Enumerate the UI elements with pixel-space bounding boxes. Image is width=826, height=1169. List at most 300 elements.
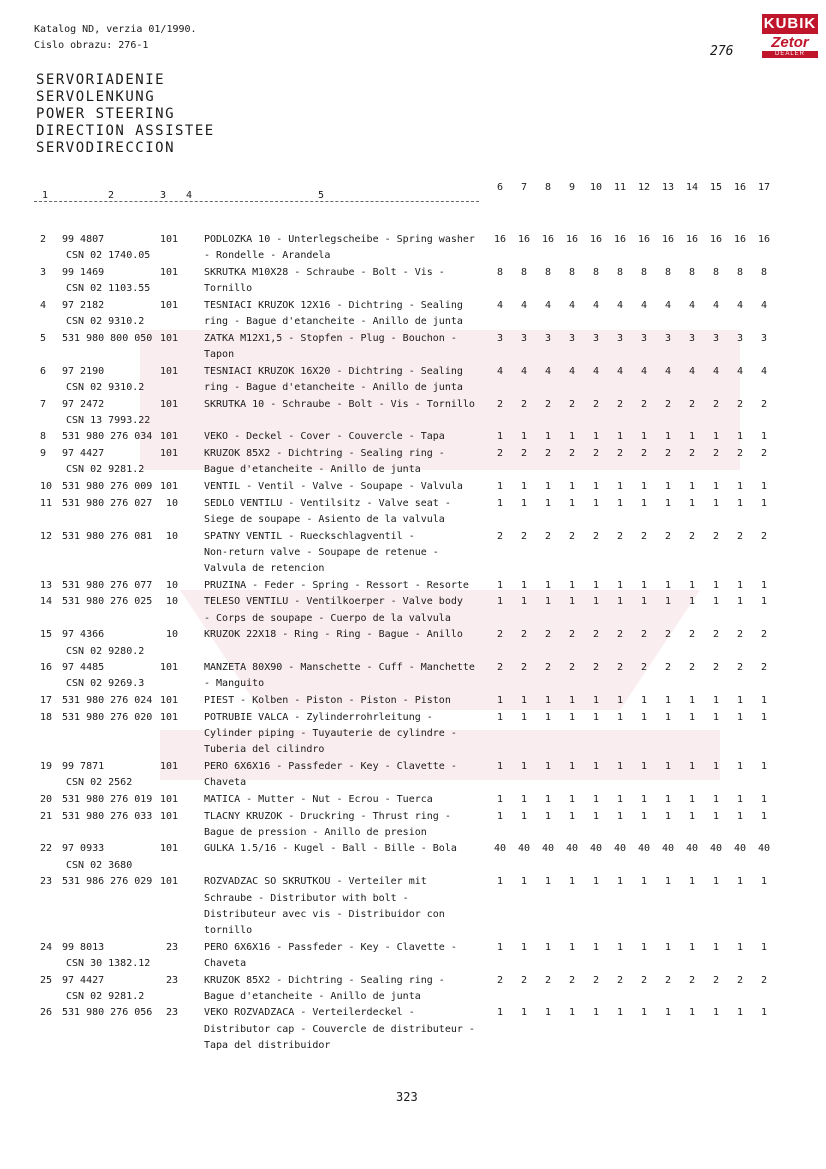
description-line: Chaveta	[204, 777, 247, 789]
quantity-cell: 1	[592, 941, 600, 953]
part-number: 531 980 276 077	[62, 579, 153, 591]
usage-code: 10	[165, 530, 178, 542]
quantity-cell: 1	[544, 596, 552, 608]
quantity-cell: 1	[496, 876, 504, 888]
description-line: VEKO ROZVADZACA - Verteilerdeckel -	[204, 1007, 415, 1019]
quantity-cell: 4	[592, 365, 600, 377]
quantity-cell: 1	[712, 810, 720, 822]
quantity-cell: 40	[589, 843, 603, 855]
usage-code: 101	[159, 398, 178, 410]
quantity-cell: 1	[616, 431, 624, 443]
title-fr: DIRECTION ASSISTEE	[36, 123, 215, 139]
quantity-cell: 8	[640, 266, 648, 278]
quantity-cell: 16	[613, 234, 627, 245]
description-line: ring - Bague d'etancheite - Anillo de junta	[204, 316, 463, 327]
description-line: TELESO VENTILU - Ventilkoerper - Valve body	[204, 596, 463, 608]
standard-number: CSN 02 9310.2	[66, 381, 145, 393]
description-line: SKRUTKA M10X28 - Schraube - Bolt - Vis -	[204, 266, 445, 278]
quantity-cell: 2	[664, 974, 672, 986]
quantity-cell: 1	[568, 760, 576, 772]
part-number: 531 980 276 056	[62, 1007, 153, 1019]
position-number: 20	[40, 793, 53, 805]
quantity-cell: 1	[640, 579, 648, 591]
part-number: 531 980 276 020	[62, 711, 153, 723]
part-number: 97 4366	[62, 629, 105, 641]
quantity-cell: 8	[568, 266, 576, 278]
quantity-cell: 1	[736, 876, 744, 888]
quantity-cell: 1	[496, 481, 504, 492]
quantity-cell: 1	[592, 1007, 600, 1019]
quantity-cell: 1	[496, 1007, 504, 1019]
quantity-cell: 2	[520, 662, 528, 674]
quantity-cell: 1	[664, 596, 672, 608]
quantity-cell: 8	[520, 266, 528, 278]
standard-number: CSN 02 9269.3	[66, 678, 145, 690]
position-number: 14	[40, 596, 53, 608]
quantity-cell: 2	[760, 662, 768, 674]
quantity-cell: 1	[760, 941, 768, 953]
part-number: 531 980 276 025	[62, 596, 153, 608]
quantity-cell: 1	[496, 793, 504, 805]
quantity-cell: 2	[640, 662, 648, 674]
quantity-cell: 1	[568, 1007, 576, 1019]
quantity-cell: 2	[688, 974, 696, 986]
description-line: tornillo	[204, 924, 253, 936]
quantity-cell: 2	[688, 398, 696, 410]
kubik-zetor-logo: KUBIK Zetor DEALER	[763, 15, 817, 57]
usage-code: 101	[159, 448, 178, 460]
quantity-cell: 1	[616, 497, 624, 509]
part-number: 531 980 800 050	[62, 332, 153, 344]
quantity-cell: 1	[496, 431, 504, 443]
quantity-cell: 1	[568, 876, 576, 888]
position-number: 25	[40, 974, 53, 986]
quantity-cell: 2	[664, 530, 672, 542]
image-number: Cislo obrazu: 276-1	[34, 40, 149, 51]
quantity-cell: 1	[520, 793, 528, 805]
quantity-cell: 16	[733, 234, 747, 245]
quantity-cell: 1	[592, 431, 600, 443]
quantity-cell: 4	[664, 299, 672, 311]
quantity-cell: 1	[664, 695, 672, 707]
quantity-cell: 1	[568, 497, 576, 509]
column-header-9: 9	[568, 182, 576, 193]
part-number: 97 2190	[62, 365, 105, 377]
standard-number: CSN 02 2562	[66, 777, 133, 789]
quantity-cell: 2	[520, 974, 528, 986]
quantity-cell: 16	[541, 234, 555, 245]
quantity-cell: 1	[520, 810, 528, 822]
quantity-cell: 40	[565, 843, 579, 855]
column-header-5: 5	[318, 190, 325, 201]
quantity-cell: 1	[760, 810, 768, 822]
quantity-cell: 2	[736, 398, 744, 410]
quantity-cell: 1	[496, 941, 504, 953]
quantity-cell: 1	[544, 876, 552, 888]
position-number: 12	[40, 530, 53, 542]
quantity-cell: 2	[736, 530, 744, 542]
quantity-cell: 1	[688, 711, 696, 723]
column-header-7: 7	[520, 182, 528, 193]
description-line: VEKO - Deckel - Cover - Couvercle - Tapa	[204, 431, 445, 443]
description-line: Tornillo	[204, 283, 253, 295]
quantity-cell: 2	[544, 662, 552, 674]
description-line: KRUZOK 22X18 - Ring - Ring - Bague - Anillo	[204, 629, 463, 641]
quantity-cell: 2	[616, 629, 624, 641]
quantity-cell: 1	[568, 481, 576, 492]
quantity-cell: 1	[496, 760, 504, 772]
part-number: 531 980 276 019	[62, 793, 153, 805]
quantity-cell: 1	[688, 1007, 696, 1019]
quantity-cell: 1	[760, 876, 768, 888]
quantity-cell: 16	[589, 234, 603, 245]
usage-code: 10	[165, 596, 178, 608]
part-number: 97 2182	[62, 299, 105, 311]
quantity-cell: 2	[664, 398, 672, 410]
quantity-cell: 1	[688, 481, 696, 492]
description-line: ROZVADZAC SO SKRUTKOU - Verteiler mit	[204, 876, 427, 888]
quantity-cell: 1	[544, 1007, 552, 1019]
position-number: 18	[40, 711, 53, 723]
quantity-cell: 1	[640, 941, 648, 953]
quantity-cell: 1	[568, 431, 576, 443]
page-number: 323	[396, 1090, 418, 1104]
quantity-cell: 1	[544, 579, 552, 591]
quantity-cell: 1	[544, 695, 552, 707]
quantity-cell: 3	[544, 332, 552, 344]
quantity-cell: 2	[760, 398, 768, 410]
description-line: VENTIL - Ventil - Valve - Soupape - Valvula	[204, 481, 463, 492]
page-reference: 276	[710, 44, 734, 59]
usage-code: 101	[159, 843, 178, 855]
usage-code: 101	[159, 876, 178, 888]
header-rule	[34, 201, 479, 202]
quantity-cell: 4	[544, 299, 552, 311]
quantity-cell: 2	[592, 398, 600, 410]
quantity-cell: 2	[520, 629, 528, 641]
quantity-cell: 1	[592, 579, 600, 591]
quantity-cell: 1	[712, 497, 720, 509]
quantity-cell: 1	[640, 481, 648, 492]
part-number: 531 980 276 081	[62, 530, 153, 542]
quantity-cell: 2	[520, 448, 528, 460]
quantity-cell: 1	[664, 760, 672, 772]
quantity-cell: 2	[616, 662, 624, 674]
quantity-cell: 4	[592, 299, 600, 311]
quantity-cell: 2	[712, 662, 720, 674]
quantity-cell: 40	[541, 843, 555, 855]
quantity-cell: 1	[640, 711, 648, 723]
quantity-cell: 1	[544, 941, 552, 953]
description-line: Siege de soupape - Asiento de la valvula	[204, 513, 445, 525]
part-number: 97 4427	[62, 448, 105, 460]
description-line: TESNIACI KRUZOK 16X20 - Dichtring - Sealing	[204, 365, 463, 377]
quantity-cell: 2	[544, 448, 552, 460]
quantity-cell: 4	[616, 365, 624, 377]
quantity-cell: 16	[757, 234, 771, 245]
part-number: 99 8013	[62, 941, 105, 953]
quantity-cell: 2	[496, 448, 504, 460]
part-number: 99 4807	[62, 234, 105, 245]
description-line: TLACNY KRUZOK - Druckring - Thrust ring -	[204, 810, 451, 822]
quantity-cell: 4	[640, 365, 648, 377]
description-line: MANZETA 80X90 - Manschette - Cuff - Manchette	[204, 662, 475, 674]
description-line: GULKA 1.5/16 - Kugel - Ball - Bille - Bola	[204, 843, 457, 855]
quantity-cell: 8	[664, 266, 672, 278]
quantity-cell: 4	[520, 299, 528, 311]
quantity-cell: 1	[544, 497, 552, 509]
standard-number: CSN 02 9281.2	[66, 990, 145, 1002]
quantity-cell: 2	[736, 448, 744, 460]
quantity-cell: 1	[712, 941, 720, 953]
quantity-cell: 3	[664, 332, 672, 344]
standard-number: CSN 02 9280.2	[66, 645, 145, 657]
usage-code: 101	[159, 266, 178, 278]
position-number: 17	[40, 695, 53, 707]
quantity-cell: 2	[520, 398, 528, 410]
column-header-1: 1	[42, 190, 49, 201]
quantity-cell: 1	[736, 497, 744, 509]
quantity-cell: 1	[496, 579, 504, 591]
quantity-cell: 2	[736, 974, 744, 986]
quantity-cell: 1	[664, 793, 672, 805]
quantity-cell: 2	[568, 530, 576, 542]
description-line: Tapon	[204, 348, 235, 360]
position-number: 9	[40, 448, 47, 460]
quantity-cell: 40	[517, 843, 531, 855]
quantity-cell: 1	[640, 695, 648, 707]
part-number: 97 4427	[62, 974, 105, 986]
column-header-8: 8	[544, 182, 552, 193]
quantity-cell: 40	[613, 843, 627, 855]
quantity-cell: 1	[568, 793, 576, 805]
quantity-cell: 40	[709, 843, 723, 855]
column-header-4: 4	[186, 190, 193, 201]
description-line: - Manguito	[204, 678, 265, 690]
description-line: TESNIACI KRUZOK 12X16 - Dichtring - Sealing	[204, 299, 463, 311]
quantity-cell: 2	[688, 530, 696, 542]
quantity-cell: 8	[688, 266, 696, 278]
quantity-cell: 1	[544, 481, 552, 492]
quantity-cell: 1	[736, 793, 744, 805]
usage-code: 101	[159, 332, 178, 344]
quantity-cell: 1	[736, 760, 744, 772]
description-line: Cylinder piping - Tuyauterie de cylindre -	[204, 728, 457, 739]
quantity-cell: 2	[712, 530, 720, 542]
quantity-cell: 2	[544, 398, 552, 410]
quantity-cell: 1	[760, 695, 768, 707]
position-number: 16	[40, 662, 53, 674]
quantity-cell: 1	[520, 876, 528, 888]
title-en: POWER STEERING	[36, 106, 176, 122]
quantity-cell: 1	[496, 695, 504, 707]
quantity-cell: 1	[640, 760, 648, 772]
quantity-cell: 8	[544, 266, 552, 278]
position-number: 6	[40, 365, 47, 377]
description-line: Non-return valve - Soupape de retenue -	[204, 546, 439, 558]
title-es: SERVODIRECCION	[36, 140, 176, 156]
standard-number: CSN 02 3680	[66, 859, 133, 871]
quantity-cell: 1	[544, 810, 552, 822]
quantity-cell: 1	[712, 579, 720, 591]
quantity-cell: 4	[664, 365, 672, 377]
quantity-cell: 1	[616, 760, 624, 772]
column-header-10: 10	[589, 182, 603, 193]
quantity-cell: 1	[568, 941, 576, 953]
usage-code: 10	[165, 629, 178, 641]
quantity-cell: 1	[496, 810, 504, 822]
position-number: 24	[40, 941, 53, 953]
usage-code: 23	[165, 941, 178, 953]
part-number: 99 7871	[62, 760, 105, 772]
quantity-cell: 2	[568, 974, 576, 986]
quantity-cell: 1	[688, 497, 696, 509]
standard-number: CSN 02 9281.2	[66, 464, 145, 476]
quantity-cell: 1	[520, 695, 528, 707]
quantity-cell: 1	[712, 793, 720, 805]
quantity-cell: 2	[664, 448, 672, 460]
quantity-cell: 1	[688, 941, 696, 953]
quantity-cell: 3	[736, 332, 744, 344]
quantity-cell: 4	[616, 299, 624, 311]
quantity-cell: 1	[688, 431, 696, 443]
quantity-cell: 2	[640, 398, 648, 410]
title-block	[36, 72, 215, 157]
standard-number: CSN 13 7993.22	[66, 414, 151, 426]
quantity-cell: 1	[736, 579, 744, 591]
usage-code: 101	[159, 760, 178, 772]
position-number: 5	[40, 332, 47, 344]
quantity-cell: 40	[637, 843, 651, 855]
quantity-cell: 40	[757, 843, 771, 855]
quantity-cell: 8	[760, 266, 768, 278]
quantity-cell: 1	[592, 711, 600, 723]
quantity-cell: 1	[496, 497, 504, 509]
quantity-cell: 4	[520, 365, 528, 377]
quantity-cell: 1	[640, 431, 648, 443]
standard-number: CSN 02 1103.55	[66, 283, 151, 295]
usage-code: 23	[165, 974, 178, 986]
quantity-cell: 1	[520, 760, 528, 772]
quantity-cell: 1	[592, 497, 600, 509]
quantity-cell: 1	[616, 876, 624, 888]
quantity-cell: 2	[592, 629, 600, 641]
description-line: SPATNY VENTIL - Rueckschlagventil -	[204, 530, 415, 542]
quantity-cell: 40	[685, 843, 699, 855]
quantity-cell: 2	[496, 974, 504, 986]
quantity-cell: 4	[736, 365, 744, 377]
quantity-cell: 1	[664, 1007, 672, 1019]
quantity-cell: 2	[712, 629, 720, 641]
quantity-cell: 1	[616, 711, 624, 723]
position-number: 8	[40, 431, 47, 443]
quantity-cell: 8	[712, 266, 720, 278]
description-line: Chaveta	[204, 957, 247, 969]
quantity-cell: 1	[640, 793, 648, 805]
quantity-cell: 1	[712, 481, 720, 492]
quantity-cell: 1	[760, 1007, 768, 1019]
quantity-cell: 2	[592, 974, 600, 986]
quantity-cell: 4	[640, 299, 648, 311]
position-number: 23	[40, 876, 53, 888]
quantity-cell: 3	[568, 332, 576, 344]
column-header-12: 12	[637, 182, 651, 193]
quantity-cell: 1	[592, 793, 600, 805]
quantity-cell: 1	[640, 810, 648, 822]
quantity-cell: 2	[592, 448, 600, 460]
quantity-cell: 1	[664, 579, 672, 591]
description-line: Distributeur avec vis - Distribuidor con	[204, 908, 445, 920]
quantity-cell: 16	[493, 234, 507, 245]
quantity-cell: 1	[640, 497, 648, 509]
quantity-cell: 1	[712, 431, 720, 443]
column-header-17: 17	[757, 182, 771, 193]
quantity-cell: 2	[760, 629, 768, 641]
description-line: Distributor cap - Couvercle de distributeur -	[204, 1023, 475, 1035]
quantity-cell: 1	[520, 579, 528, 591]
quantity-cell: 16	[685, 234, 699, 245]
quantity-cell: 2	[688, 448, 696, 460]
quantity-cell: 1	[592, 760, 600, 772]
part-number: 531 980 276 009	[62, 481, 153, 492]
quantity-cell: 3	[640, 332, 648, 344]
quantity-cell: 1	[760, 481, 768, 492]
quantity-cell: 1	[592, 810, 600, 822]
column-header-14: 14	[685, 182, 699, 193]
quantity-cell: 2	[592, 530, 600, 542]
usage-code: 101	[159, 695, 178, 707]
quantity-cell: 2	[616, 398, 624, 410]
quantity-cell: 2	[544, 530, 552, 542]
quantity-cell: 1	[616, 596, 624, 608]
title-sk: SERVORIADENIE	[36, 72, 166, 88]
quantity-cell: 1	[640, 596, 648, 608]
position-number: 4	[40, 299, 47, 311]
part-number: 531 986 276 029	[62, 876, 153, 888]
quantity-cell: 1	[688, 596, 696, 608]
usage-code: 10	[165, 497, 178, 509]
position-number: 7	[40, 398, 47, 410]
quantity-cell: 1	[544, 760, 552, 772]
quantity-cell: 1	[688, 695, 696, 707]
quantity-cell: 1	[640, 876, 648, 888]
part-number: 97 2472	[62, 398, 105, 410]
description-line: SEDLO VENTILU - Ventilsitz - Valve seat -	[204, 497, 451, 509]
description-line: PERO 6X6X16 - Passfeder - Key - Clavette -	[204, 941, 457, 953]
quantity-cell: 2	[568, 398, 576, 410]
quantity-cell: 4	[760, 299, 768, 311]
quantity-cell: 2	[760, 530, 768, 542]
quantity-cell: 2	[616, 448, 624, 460]
quantity-cell: 1	[640, 1007, 648, 1019]
description-line: POTRUBIE VALCA - Zylinderrohrleitung -	[204, 711, 433, 723]
quantity-cell: 2	[616, 974, 624, 986]
quantity-cell: 40	[661, 843, 675, 855]
quantity-cell: 2	[736, 629, 744, 641]
description-line: MATICA - Mutter - Nut - Ecrou - Tuerca	[204, 793, 433, 805]
part-number: 97 0933	[62, 843, 105, 855]
quantity-cell: 1	[544, 711, 552, 723]
quantity-cell: 1	[616, 579, 624, 591]
title-de: SERVOLENKUNG	[36, 89, 156, 105]
position-number: 15	[40, 629, 53, 641]
quantity-cell: 40	[733, 843, 747, 855]
quantity-cell: 4	[760, 365, 768, 377]
quantity-cell: 1	[736, 596, 744, 608]
quantity-cell: 2	[544, 974, 552, 986]
quantity-cell: 4	[496, 299, 504, 311]
quantity-cell: 1	[568, 579, 576, 591]
